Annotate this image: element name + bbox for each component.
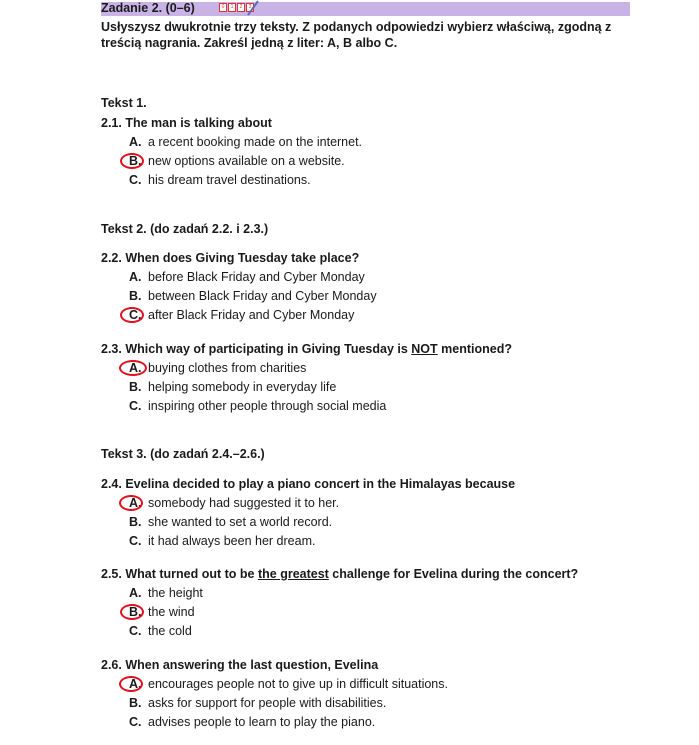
instructions: Usłyszysz dwukrotnie trzy teksty. Z podanych odpowiedzi wybierz właściwą, zgodną z treścią nagrania. Zakreśl jedną z liter: A, B albo C. [101, 20, 612, 50]
pencil-icon [246, 0, 260, 16]
option-2-6-c[interactable]: C. advises people to learn to play the piano. [129, 715, 376, 729]
question-2-1: 2.1. The man is talking about [101, 116, 272, 130]
option-2-4-c[interactable]: C. it had always been her dream. [129, 534, 316, 548]
answer-circle-2-3 [119, 360, 147, 376]
answer-circle-2-6 [119, 676, 143, 692]
score-box: 2 [237, 3, 245, 12]
option-2-3-a[interactable]: A. buying clothes from charities [129, 361, 307, 375]
option-2-1-a[interactable]: A. a recent booking made on the internet. [129, 135, 363, 149]
question-2-5: 2.5. What turned out to be the greatest challenge for Evelina during the concert? [101, 567, 579, 581]
option-2-2-b[interactable]: B. between Black Friday and Cyber Monday [129, 289, 377, 303]
option-2-6-b[interactable]: B. asks for support for people with disabilities. [129, 696, 387, 710]
option-2-3-c[interactable]: C. inspiring other people through social media [129, 399, 387, 413]
option-2-5-b[interactable]: B. the wind [129, 605, 195, 619]
answer-circle-2-2 [120, 307, 144, 323]
answer-circle-2-1 [120, 153, 144, 169]
option-2-4-a[interactable]: A. somebody had suggested it to her. [129, 496, 340, 510]
option-2-2-a[interactable]: A. before Black Friday and Cyber Monday [129, 270, 365, 284]
option-2-5-a[interactable]: A. the height [129, 586, 203, 600]
task-title: Zadanie 2. (0–6) [101, 1, 195, 15]
option-2-2-c[interactable]: C. after Black Friday and Cyber Monday [129, 308, 355, 322]
answer-circle-2-5 [120, 604, 144, 620]
score-box: 0 [219, 3, 227, 12]
text-heading-3: Tekst 3. (do zadań 2.4.–2.6.) [101, 447, 265, 461]
question-2-4: 2.4. Evelina decided to play a piano concert in the Himalayas because [101, 477, 516, 491]
option-2-3-b[interactable]: B. helping somebody in everyday life [129, 380, 337, 394]
option-2-5-c[interactable]: C. the cold [129, 624, 192, 638]
question-2-3: 2.3. Which way of participating in Giving Tuesday is NOT mentioned? [101, 342, 512, 356]
text-heading-1: Tekst 1. [101, 96, 147, 110]
answer-circle-2-4 [119, 495, 143, 511]
text-heading-2: Tekst 2. (do zadań 2.2. i 2.3.) [101, 222, 269, 236]
score-box: 3 [246, 3, 254, 12]
option-2-4-b[interactable]: B. she wanted to set a world record. [129, 515, 333, 529]
question-2-6: 2.6. When answering the last question, Evelina [101, 658, 379, 672]
score-box: 1 [228, 3, 236, 12]
option-2-6-a[interactable]: A. encourages people not to give up in difficult situations. [129, 677, 448, 691]
question-2-2: 2.2. When does Giving Tuesday take place? [101, 251, 360, 265]
option-2-1-c[interactable]: C. his dream travel destinations. [129, 173, 311, 187]
option-2-1-b[interactable]: B. new options available on a website. [129, 154, 345, 168]
